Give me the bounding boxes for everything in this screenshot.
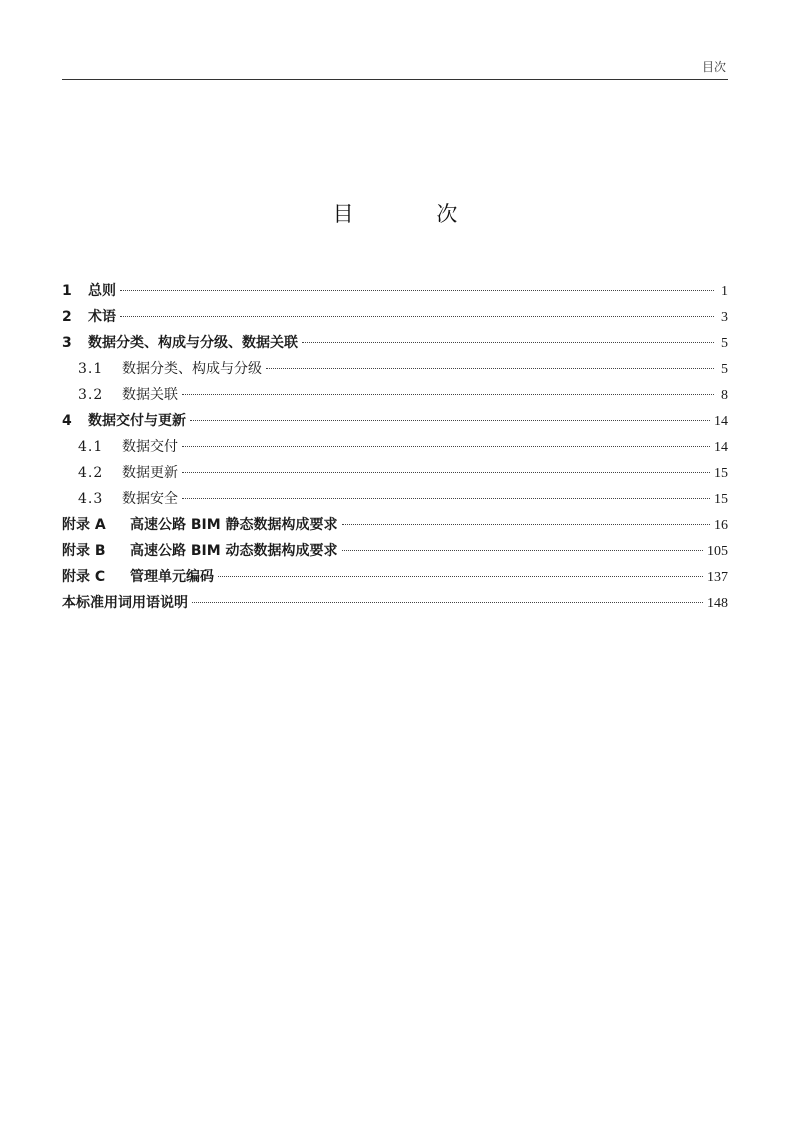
toc-entry-title: 管理单元编码	[130, 569, 214, 585]
toc-entry-title: 数据分类、构成与分级	[122, 361, 262, 377]
toc-entry-number: 4.3	[78, 491, 104, 507]
dot-leader	[182, 446, 710, 447]
toc-entry-page: 8	[721, 388, 728, 403]
toc-entry-number: 附录 C	[62, 569, 106, 585]
toc-entry-number: 3.2	[78, 387, 104, 403]
toc-entry-number: 3	[62, 335, 72, 351]
toc-entry-appendix-c[interactable]	[62, 564, 728, 590]
toc-entry-number: 4.2	[78, 465, 104, 481]
toc-entry-page: 1	[721, 284, 728, 299]
toc-entry-number: 1	[62, 283, 72, 299]
toc-entry-title: 数据交付与更新	[88, 413, 186, 429]
dot-leader	[182, 498, 710, 499]
toc-entry-title: 数据分类、构成与分级、数据关联	[88, 335, 298, 351]
running-header: 目次	[701, 60, 726, 74]
toc-entry-section-4-3[interactable]	[62, 486, 728, 512]
dot-leader	[266, 368, 714, 369]
toc-entry-title: 总则	[88, 283, 116, 299]
toc-entry-section-4-2[interactable]	[62, 460, 728, 486]
dot-leader	[120, 316, 714, 317]
toc-entry-chapter-2[interactable]	[62, 304, 728, 330]
dot-leader	[218, 576, 703, 577]
toc-entry-page: 14	[714, 440, 728, 455]
dot-leader	[190, 420, 710, 421]
toc-entry-page: 16	[714, 518, 728, 533]
toc-entry-section-4-1[interactable]	[62, 434, 728, 460]
toc-entry-page: 14	[714, 414, 728, 429]
toc-entry-page: 137	[707, 570, 728, 585]
toc-entry-page: 3	[721, 310, 728, 325]
toc-entry-title: 数据更新	[122, 465, 178, 481]
table-of-contents	[62, 278, 728, 616]
toc-entry-title: 术语	[88, 309, 116, 325]
toc-entry-title: 高速公路 BIM 动态数据构成要求	[130, 543, 338, 559]
header-rule	[62, 79, 728, 80]
toc-entry-appendix-b[interactable]	[62, 538, 728, 564]
toc-entry-page: 5	[721, 336, 728, 351]
dot-leader	[182, 472, 710, 473]
toc-entry-number: 3.1	[78, 361, 104, 377]
toc-entry-section-3-2[interactable]	[62, 382, 728, 408]
toc-entry-terminology[interactable]	[62, 590, 728, 616]
toc-entry-number: 附录 B	[62, 543, 106, 559]
dot-leader	[342, 524, 710, 525]
toc-entry-page: 105	[707, 544, 728, 559]
dot-leader	[120, 290, 714, 291]
toc-entry-number: 附录 A	[62, 517, 106, 533]
toc-entry-page: 15	[714, 492, 728, 507]
toc-entry-number: 2	[62, 309, 72, 325]
toc-entry-section-3-1[interactable]	[62, 356, 728, 382]
dot-leader	[192, 602, 703, 603]
toc-entry-appendix-a[interactable]	[62, 512, 728, 538]
dot-leader	[182, 394, 714, 395]
toc-entry-title: 数据安全	[122, 491, 178, 507]
toc-entry-page: 15	[714, 466, 728, 481]
toc-entry-title: 本标准用词用语说明	[62, 595, 188, 611]
dot-leader	[342, 550, 703, 551]
toc-entry-page: 5	[721, 362, 728, 377]
toc-entry-chapter-1[interactable]	[62, 278, 728, 304]
toc-entry-title: 数据关联	[122, 387, 178, 403]
toc-entry-title: 数据交付	[122, 439, 178, 455]
toc-entry-number: 4	[62, 413, 72, 429]
toc-entry-chapter-4[interactable]	[62, 408, 728, 434]
toc-entry-page: 148	[707, 596, 728, 611]
dot-leader	[302, 342, 714, 343]
toc-entry-number: 4.1	[78, 439, 104, 455]
toc-entry-chapter-3[interactable]	[62, 330, 728, 356]
toc-entry-title: 高速公路 BIM 静态数据构成要求	[130, 517, 338, 533]
page-title: 目 次	[332, 202, 496, 226]
